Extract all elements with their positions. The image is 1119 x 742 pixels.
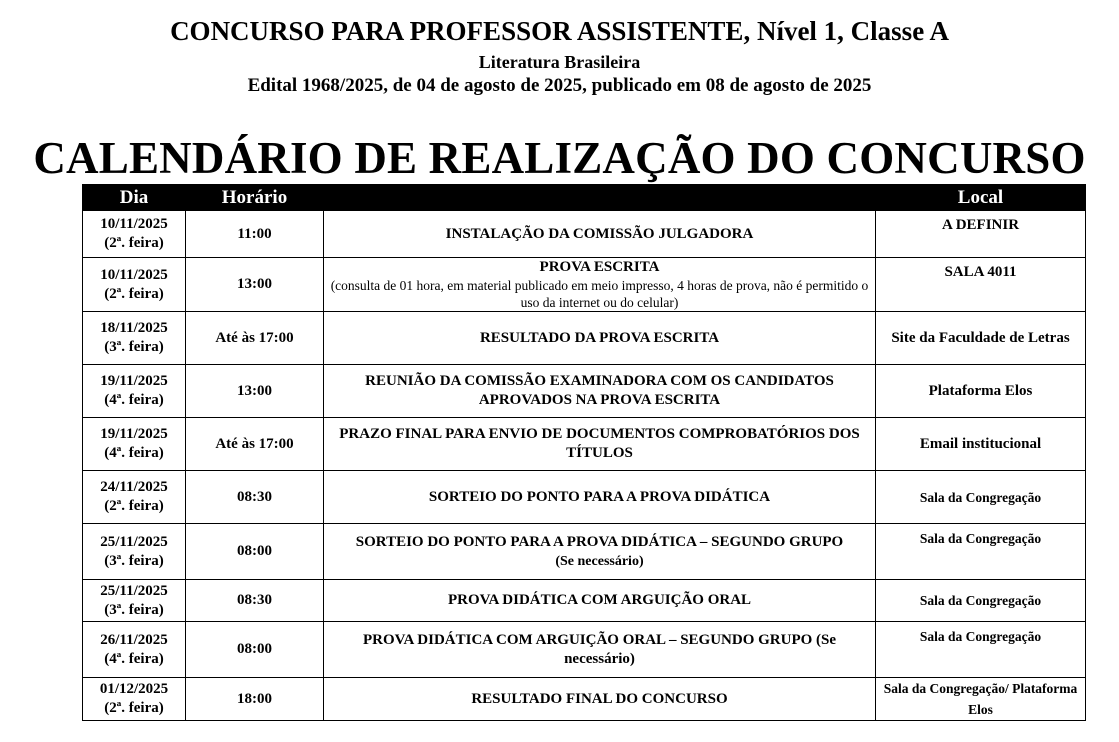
table-row xyxy=(83,678,1086,721)
time-cell: 13:00 xyxy=(186,258,324,312)
date-text: 10/11/2025 xyxy=(100,266,168,283)
time-cell: 18:00 xyxy=(186,678,324,721)
date-text: 19/11/2025 xyxy=(100,373,168,389)
time-cell: 08:30 xyxy=(186,471,324,524)
event-cell xyxy=(324,622,876,678)
event-text: PROVA DIDÁTICA COM ARGUIÇÃO ORAL xyxy=(447,592,752,608)
event-cell xyxy=(324,471,876,524)
location-cell: A DEFINIR xyxy=(876,211,1086,258)
date-text: 18/11/2025 xyxy=(100,320,168,336)
weekday-text: (2ª. feira) xyxy=(104,498,164,514)
time-cell: 11:00 xyxy=(186,211,324,258)
weekday-text: (2ª. feira) xyxy=(104,700,164,716)
table-row xyxy=(83,622,1086,678)
weekday-text: (3ª. feira) xyxy=(104,339,164,355)
date-cell xyxy=(83,622,186,678)
location-cell: Site da Faculdade de Letras xyxy=(876,312,1086,365)
event-cell xyxy=(324,211,876,258)
location-cell: Email institucional xyxy=(876,418,1086,471)
time-cell: 08:00 xyxy=(186,524,324,580)
event-cell xyxy=(324,418,876,471)
event-note: (Se necessário) xyxy=(555,553,644,569)
location-cell: Plataforma Elos xyxy=(876,365,1086,418)
date-cell xyxy=(83,418,186,471)
table-row xyxy=(83,471,1086,524)
table-row xyxy=(83,580,1086,622)
location-cell: Sala da Congregação xyxy=(876,524,1086,580)
date-cell xyxy=(83,211,186,258)
event-cell xyxy=(324,365,876,418)
event-text: REUNIÃO DA COMISSÃO EXAMINADORA COM OS CANDIDATOS APROVADOS NA PROVA ESCRITA xyxy=(365,373,834,408)
weekday-text: (2ª. feira) xyxy=(104,285,164,302)
event-note: (consulta de 01 hora, em material publicado em meio impresso, 4 horas de prova, não é permitido o uso da internet ou do celular) xyxy=(330,278,869,310)
document-subtitle: Literatura Brasileira xyxy=(478,52,641,72)
table-row xyxy=(83,312,1086,365)
date-cell xyxy=(83,258,186,312)
date-cell xyxy=(83,312,186,365)
location-cell: Sala da Congregação xyxy=(876,580,1086,622)
header-evento xyxy=(324,185,876,211)
event-cell xyxy=(324,580,876,622)
date-text: 26/11/2025 xyxy=(100,631,168,648)
table-row xyxy=(83,365,1086,418)
time-cell: 08:30 xyxy=(186,580,324,622)
weekday-text: (2ª. feira) xyxy=(104,235,164,251)
header-horario: Horário xyxy=(186,185,324,211)
date-cell xyxy=(83,580,186,622)
event-cell xyxy=(324,312,876,365)
date-text: 25/11/2025 xyxy=(100,582,168,599)
event-text: PRAZO FINAL PARA ENVIO DE DOCUMENTOS COMPROBATÓRIOS DOS TÍTULOS xyxy=(339,426,860,461)
table-row xyxy=(83,258,1086,312)
date-cell xyxy=(83,678,186,721)
time-cell: 13:00 xyxy=(186,365,324,418)
document-title: CONCURSO PARA PROFESSOR ASSISTENTE, Nível 1, Classe A xyxy=(170,16,949,46)
event-text: PROVA DIDÁTICA COM ARGUIÇÃO ORAL – SEGUNDO GRUPO (Se necessário) xyxy=(362,631,837,667)
header-local: Local xyxy=(876,185,1086,211)
calendar-title: CALENDÁRIO DE REALIZAÇÃO DO CONCURSO xyxy=(33,133,1086,183)
header-dia: Dia xyxy=(83,185,186,211)
location-cell: Sala da Congregação xyxy=(876,622,1086,678)
event-text: RESULTADO DA PROVA ESCRITA xyxy=(479,329,720,346)
event-text: INSTALAÇÃO DA COMISSÃO JULGADORA xyxy=(445,225,754,242)
date-cell xyxy=(83,524,186,580)
event-cell xyxy=(324,258,876,312)
event-text: RESULTADO FINAL DO CONCURSO xyxy=(471,690,728,707)
weekday-text: (3ª. feira) xyxy=(104,601,164,618)
table-row xyxy=(83,211,1086,258)
date-text: 19/11/2025 xyxy=(100,426,168,442)
weekday-text: (4ª. feira) xyxy=(104,392,164,408)
event-text: SORTEIO DO PONTO PARA A PROVA DIDÁTICA xyxy=(428,488,771,505)
time-cell: Até às 17:00 xyxy=(186,418,324,471)
location-cell: Sala da Congregação xyxy=(876,471,1086,524)
date-text: 10/11/2025 xyxy=(100,216,168,232)
schedule-header-row xyxy=(83,185,1086,211)
location-cell: SALA 4011 xyxy=(876,258,1086,312)
date-cell xyxy=(83,471,186,524)
date-text: 01/12/2025 xyxy=(99,681,169,697)
event-cell xyxy=(324,678,876,721)
location-cell: Sala da Congregação/ Plataforma Elos xyxy=(876,678,1086,721)
date-text: 24/11/2025 xyxy=(100,479,168,495)
event-text: PROVA ESCRITA xyxy=(539,259,660,275)
edital-line: Edital 1968/2025, de 04 de agosto de 2025, publicado em 08 de agosto de 2025 xyxy=(247,75,872,96)
date-cell xyxy=(83,365,186,418)
event-text: SORTEIO DO PONTO PARA A PROVA DIDÁTICA – SEGUNDO GRUPO xyxy=(355,533,844,550)
schedule-table xyxy=(82,184,1086,721)
time-cell: 08:00 xyxy=(186,622,324,678)
weekday-text: (4ª. feira) xyxy=(104,650,164,667)
time-cell: Até às 17:00 xyxy=(186,312,324,365)
table-row xyxy=(83,418,1086,471)
weekday-text: (4ª. feira) xyxy=(104,445,164,461)
event-cell xyxy=(324,524,876,580)
date-text: 25/11/2025 xyxy=(100,533,168,550)
table-row xyxy=(83,524,1086,580)
weekday-text: (3ª. feira) xyxy=(104,552,164,569)
